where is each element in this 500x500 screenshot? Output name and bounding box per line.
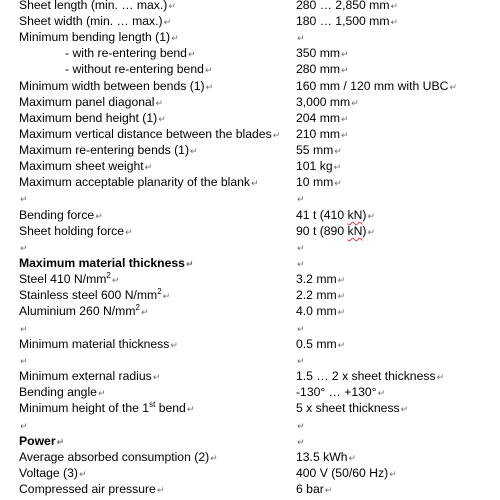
pilcrow-icon: ↵ [20,324,28,334]
spec-row-min-external-radius [0,368,500,384]
pilcrow-icon: ↵ [436,372,445,382]
value-max-planarity: 10 mm [296,175,334,189]
value-voltage: 400 V (50/60 Hz) [296,466,389,480]
value-aluminium: 4.0 mm [296,304,337,318]
spec-row-blank [0,190,500,206]
value-min-material-thickness: 0.5 mm [296,337,337,351]
pilcrow-icon: ↵ [163,17,172,27]
pilcrow-icon: ↵ [162,291,171,301]
value-max-vertical-distance: 210 mm [296,127,341,141]
spec-row-min-height-first-bend [0,400,500,416]
value-min-width-between-bends: 160 mm / 120 mm with UBC [296,79,449,93]
value-bending-force: 41 t (410 kN) [296,208,367,222]
pilcrow-icon: ↵ [186,404,195,414]
label-with-reentering-bend: - with re-entering bend [65,46,187,60]
pilcrow-icon: ↵ [449,82,457,92]
spec-row-steel [0,271,500,287]
spec-row-compressed-air [0,481,500,497]
pilcrow-icon: ↵ [337,275,346,285]
pilcrow-icon: ↵ [367,211,376,221]
pilcrow-icon: ↵ [297,356,305,366]
pilcrow-icon: ↵ [341,130,349,140]
pilcrow-icon: ↵ [272,130,281,140]
spec-row-max-bend-height [0,110,500,126]
value-with-reentering-bend: 350 mm [296,46,341,60]
spec-row-min-width-between-bends [0,78,500,94]
pilcrow-icon: ↵ [333,162,342,172]
spec-row-max-vertical-distance [0,126,500,142]
spec-row-blank [0,417,500,433]
label-bending-angle: Bending angle [19,385,97,399]
pilcrow-icon: ↵ [171,33,179,43]
pilcrow-icon: ↵ [337,307,346,317]
pilcrow-icon: ↵ [152,372,161,382]
section-heading-power [0,433,500,449]
spec-row-with-reentering-bend [0,45,500,61]
pilcrow-icon: ↵ [140,307,149,317]
spec-row-blank [0,352,500,368]
pilcrow-icon: ↵ [341,49,349,59]
spec-row-blank [0,320,500,336]
spec-row-max-sheet-weight [0,158,500,174]
pilcrow-icon: ↵ [20,243,28,253]
pilcrow-icon: ↵ [97,388,106,398]
label-steel: Steel 410 $N/mm^2$ [19,270,111,286]
pilcrow-icon: ↵ [204,65,213,75]
pilcrow-icon: ↵ [324,485,333,495]
section-heading-max-thickness [0,255,500,271]
pilcrow-icon: ↵ [334,146,342,156]
pilcrow-icon: ↵ [144,162,153,172]
pilcrow-icon: ↵ [20,194,28,204]
label-voltage: Voltage (3) [19,466,78,480]
label-sheet-width: Sheet width (min. … max.) [19,14,163,28]
spec-row-sheet-width [0,13,500,29]
pilcrow-icon: ↵ [185,259,194,269]
pilcrow-icon: ↵ [190,146,198,156]
pilcrow-icon: ↵ [170,340,178,350]
pilcrow-icon: ↵ [155,98,164,108]
label-max-sheet-weight: Maximum sheet weight [19,159,144,173]
pilcrow-icon: ↵ [111,275,120,285]
spec-row-blank [0,239,500,255]
pilcrow-icon: ↵ [297,437,305,447]
label-max-planarity: Maximum acceptable planarity of the blank [19,175,251,189]
value-max-reentering-bends: 55 mm [296,143,334,157]
label-min-height-first-bend: Minimum height of the 1st bend [19,399,186,415]
pilcrow-icon: ↵ [297,259,305,269]
pilcrow-icon: ↵ [78,469,87,479]
spec-row-bending-angle [0,384,500,400]
label-max-reentering-bends: Maximum re-entering bends (1) [19,143,190,157]
value-min-height-first-bend: 5 x sheet thickness [296,401,400,415]
pilcrow-icon: ↵ [156,485,165,495]
spellcheck-word: kN [347,224,363,238]
pilcrow-icon: ↵ [337,340,346,350]
pilcrow-icon: ↵ [390,1,399,11]
value-without-reentering-bend: 280 mm [296,62,341,76]
heading-power: Power [19,434,56,448]
spec-row-min-bending-length [0,29,500,45]
pilcrow-icon: ↵ [95,211,103,221]
label-stainless-steel: Stainless steel 600 $N/mm^2$ [19,286,162,302]
spec-row-sheet-holding-force [0,223,500,239]
label-min-width-between-bends: Minimum width between bends (1) [19,79,205,93]
value-min-external-radius: 1.5 … 2 x sheet thickness [296,369,436,383]
pilcrow-icon: ↵ [297,324,305,334]
label-min-external-radius: Minimum external radius [19,369,152,383]
spec-row-without-reentering-bend [0,61,500,77]
pilcrow-icon: ↵ [56,437,65,447]
pilcrow-icon: ↵ [297,33,305,43]
pilcrow-icon: ↵ [187,49,196,59]
label-sheet-length: Sheet length (min. … max.) [19,0,168,12]
value-avg-consumption: 13.5 kWh [296,450,348,464]
value-sheet-width: 180 … 1,500 mm [296,14,390,28]
value-steel: 3.2 mm [296,272,337,286]
spellcheck-word: kN [347,208,363,222]
value-bending-angle: -130° … +130° [296,385,377,399]
heading-max-material-thickness: Maximum material thickness [19,256,185,270]
pilcrow-icon: ↵ [20,421,28,431]
pilcrow-icon: ↵ [334,178,342,188]
pilcrow-icon: ↵ [205,82,214,92]
pilcrow-icon: ↵ [297,194,305,204]
value-sheet-length: 280 … 2,850 mm [296,0,390,12]
value-compressed-air: 6 bar [296,482,324,496]
spec-row-max-reentering-bends [0,142,500,158]
label-max-vertical-distance: Maximum vertical distance between the blades [19,127,272,141]
value-stainless-steel: 2.2 mm [296,288,337,302]
pilcrow-icon: ↵ [341,65,349,75]
value-max-bend-height: 204 mm [296,111,341,125]
label-max-bend-height: Maximum bend height (1) [19,111,158,125]
label-max-panel-diagonal: Maximum panel diagonal [19,95,155,109]
pilcrow-icon: ↵ [251,178,259,188]
label-aluminium: Aluminium 260 $N/mm^2$ [19,302,140,318]
spec-row-sheet-length [0,0,500,13]
value-sheet-holding-force: 90 t (890 kN) [296,224,367,238]
pilcrow-icon: ↵ [389,469,397,479]
pilcrow-icon: ↵ [367,227,376,237]
pilcrow-icon: ↵ [297,421,305,431]
pilcrow-icon: ↵ [337,291,346,301]
spec-row-min-material-thickness [0,336,500,352]
label-sheet-holding-force: Sheet holding force [19,224,125,238]
pilcrow-icon: ↵ [297,243,305,253]
pilcrow-icon: ↵ [348,453,357,463]
label-bending-force: Bending force [19,208,95,222]
spec-row-max-planarity [0,174,500,190]
spec-row-avg-consumption [0,449,500,465]
pilcrow-icon: ↵ [168,1,176,11]
spec-row-aluminium [0,303,500,319]
pilcrow-icon: ↵ [341,114,349,124]
spec-row-bending-force [0,207,500,223]
value-max-sheet-weight: 101 kg [296,159,333,173]
pilcrow-icon: ↵ [377,388,386,398]
pilcrow-icon: ↵ [125,227,133,237]
pilcrow-icon: ↵ [351,98,359,108]
label-avg-consumption: Average absorbed consumption (2) [19,450,210,464]
label-min-material-thickness: Minimum material thickness [19,337,170,351]
value-max-panel-diagonal: 3,000 mm [296,95,351,109]
label-without-reentering-bend: - without re-entering bend [65,62,204,76]
pilcrow-icon: ↵ [20,356,28,366]
pilcrow-icon: ↵ [390,17,399,27]
pilcrow-icon: ↵ [210,453,218,463]
spec-row-max-panel-diagonal [0,94,500,110]
spec-row-voltage [0,465,500,481]
pilcrow-icon: ↵ [400,404,409,414]
label-min-bending-length: Minimum bending length (1) [19,30,171,44]
label-compressed-air: Compressed air pressure [19,482,156,496]
pilcrow-icon: ↵ [158,114,166,124]
spec-row-stainless-steel [0,287,500,303]
